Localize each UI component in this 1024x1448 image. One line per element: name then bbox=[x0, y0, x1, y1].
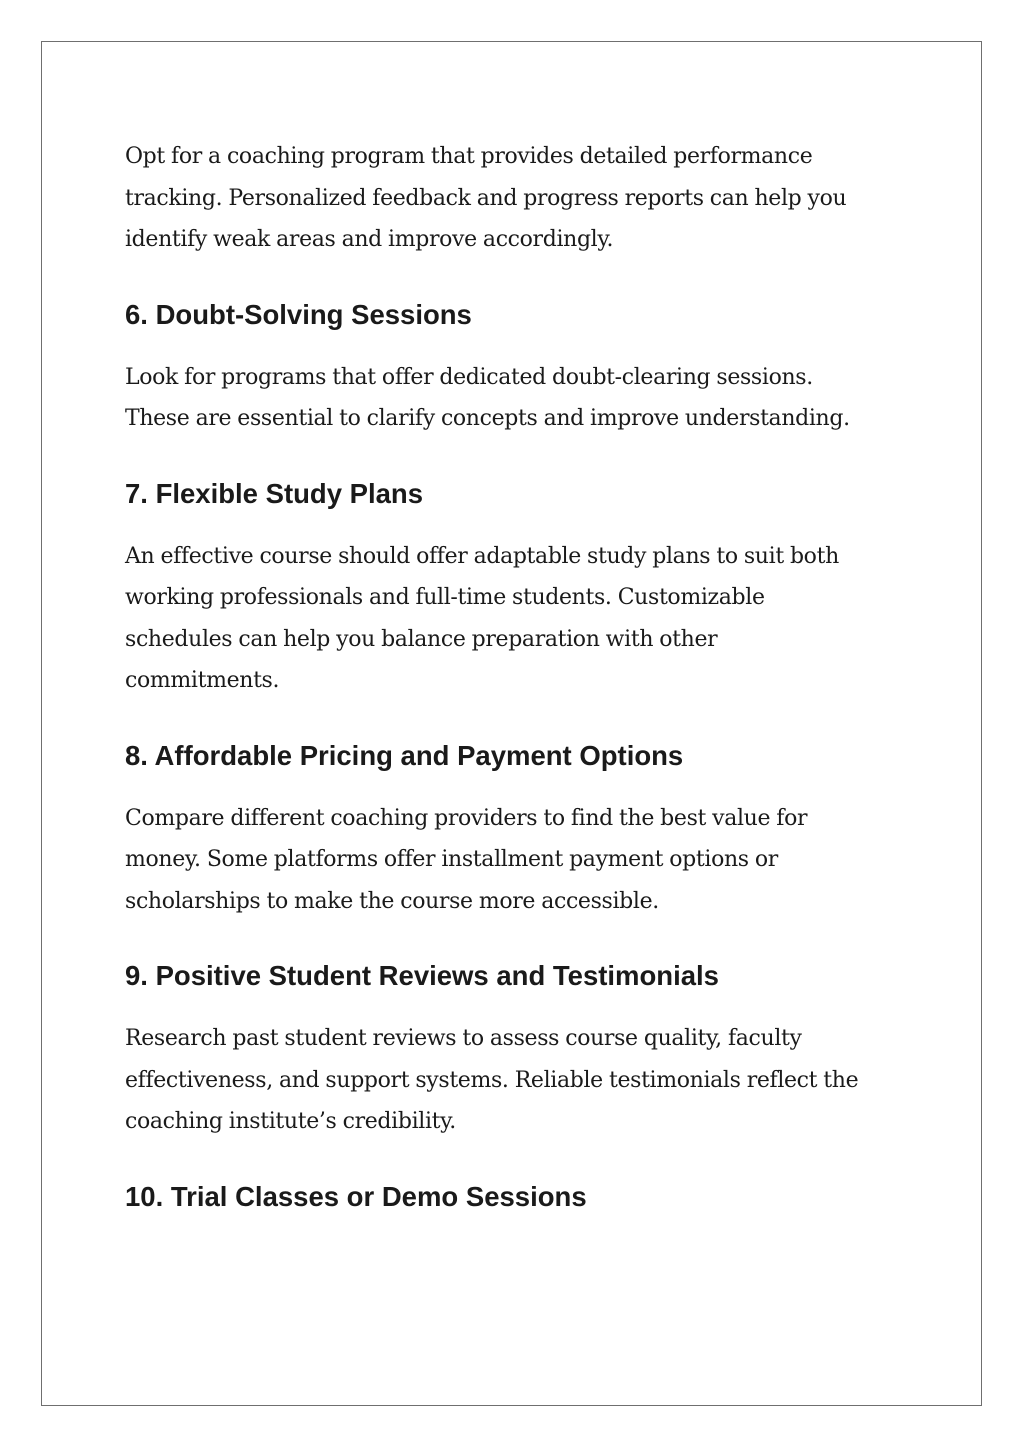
text-line: commitments. bbox=[125, 668, 280, 693]
text-line: schedules can help you balance preparation with other bbox=[125, 626, 718, 652]
text-line: money. Some platforms offer installment payment options or bbox=[125, 847, 778, 872]
text-line: scholarships to make the course more accessible. bbox=[125, 888, 659, 914]
text-line: Compare different coaching providers to find the best value for bbox=[125, 805, 808, 831]
text-line: effectiveness, and support systems. Reliable testimonials reflect the bbox=[125, 1067, 859, 1093]
text-line: identify weak areas and improve accordingly. bbox=[125, 227, 614, 252]
heading-doubt-solving-sessions: 6. Doubt-Solving Sessions bbox=[125, 298, 472, 330]
text-line: An effective course should offer adaptable study plans to suit both bbox=[125, 543, 839, 569]
text-line: Look for programs that offer dedicated doubt-clearing sessions. bbox=[125, 364, 813, 390]
text-line: These are essential to clarify concepts and improve understanding. bbox=[125, 406, 850, 431]
text-line: tracking. Personalized feedback and progress reports can help you bbox=[125, 185, 847, 211]
document-content bbox=[125, 136, 915, 1214]
text-line: Opt for a coaching program that provides detailed performance bbox=[125, 144, 813, 169]
heading-affordable-pricing: 8. Affordable Pricing and Payment Options bbox=[125, 739, 684, 771]
heading-flexible-study-plans: 7. Flexible Study Plans bbox=[125, 477, 424, 509]
text-line: coaching institute’s credibility. bbox=[125, 1109, 456, 1134]
paragraph-doubt-solving bbox=[125, 357, 915, 440]
document-page bbox=[41, 41, 982, 1406]
heading-trial-classes: 10. Trial Classes or Demo Sessions bbox=[125, 1180, 587, 1212]
heading-student-reviews: 9. Positive Student Reviews and Testimonials bbox=[125, 960, 719, 991]
paragraph-affordable-pricing bbox=[125, 798, 915, 923]
text-line: working professionals and full-time students. Customizable bbox=[125, 585, 765, 610]
paragraph-student-reviews bbox=[125, 1018, 915, 1143]
text-line: Research past student reviews to assess course quality, faculty bbox=[125, 1026, 802, 1051]
paragraph-flexible-study bbox=[125, 536, 915, 702]
paragraph-performance-tracking bbox=[125, 136, 915, 261]
